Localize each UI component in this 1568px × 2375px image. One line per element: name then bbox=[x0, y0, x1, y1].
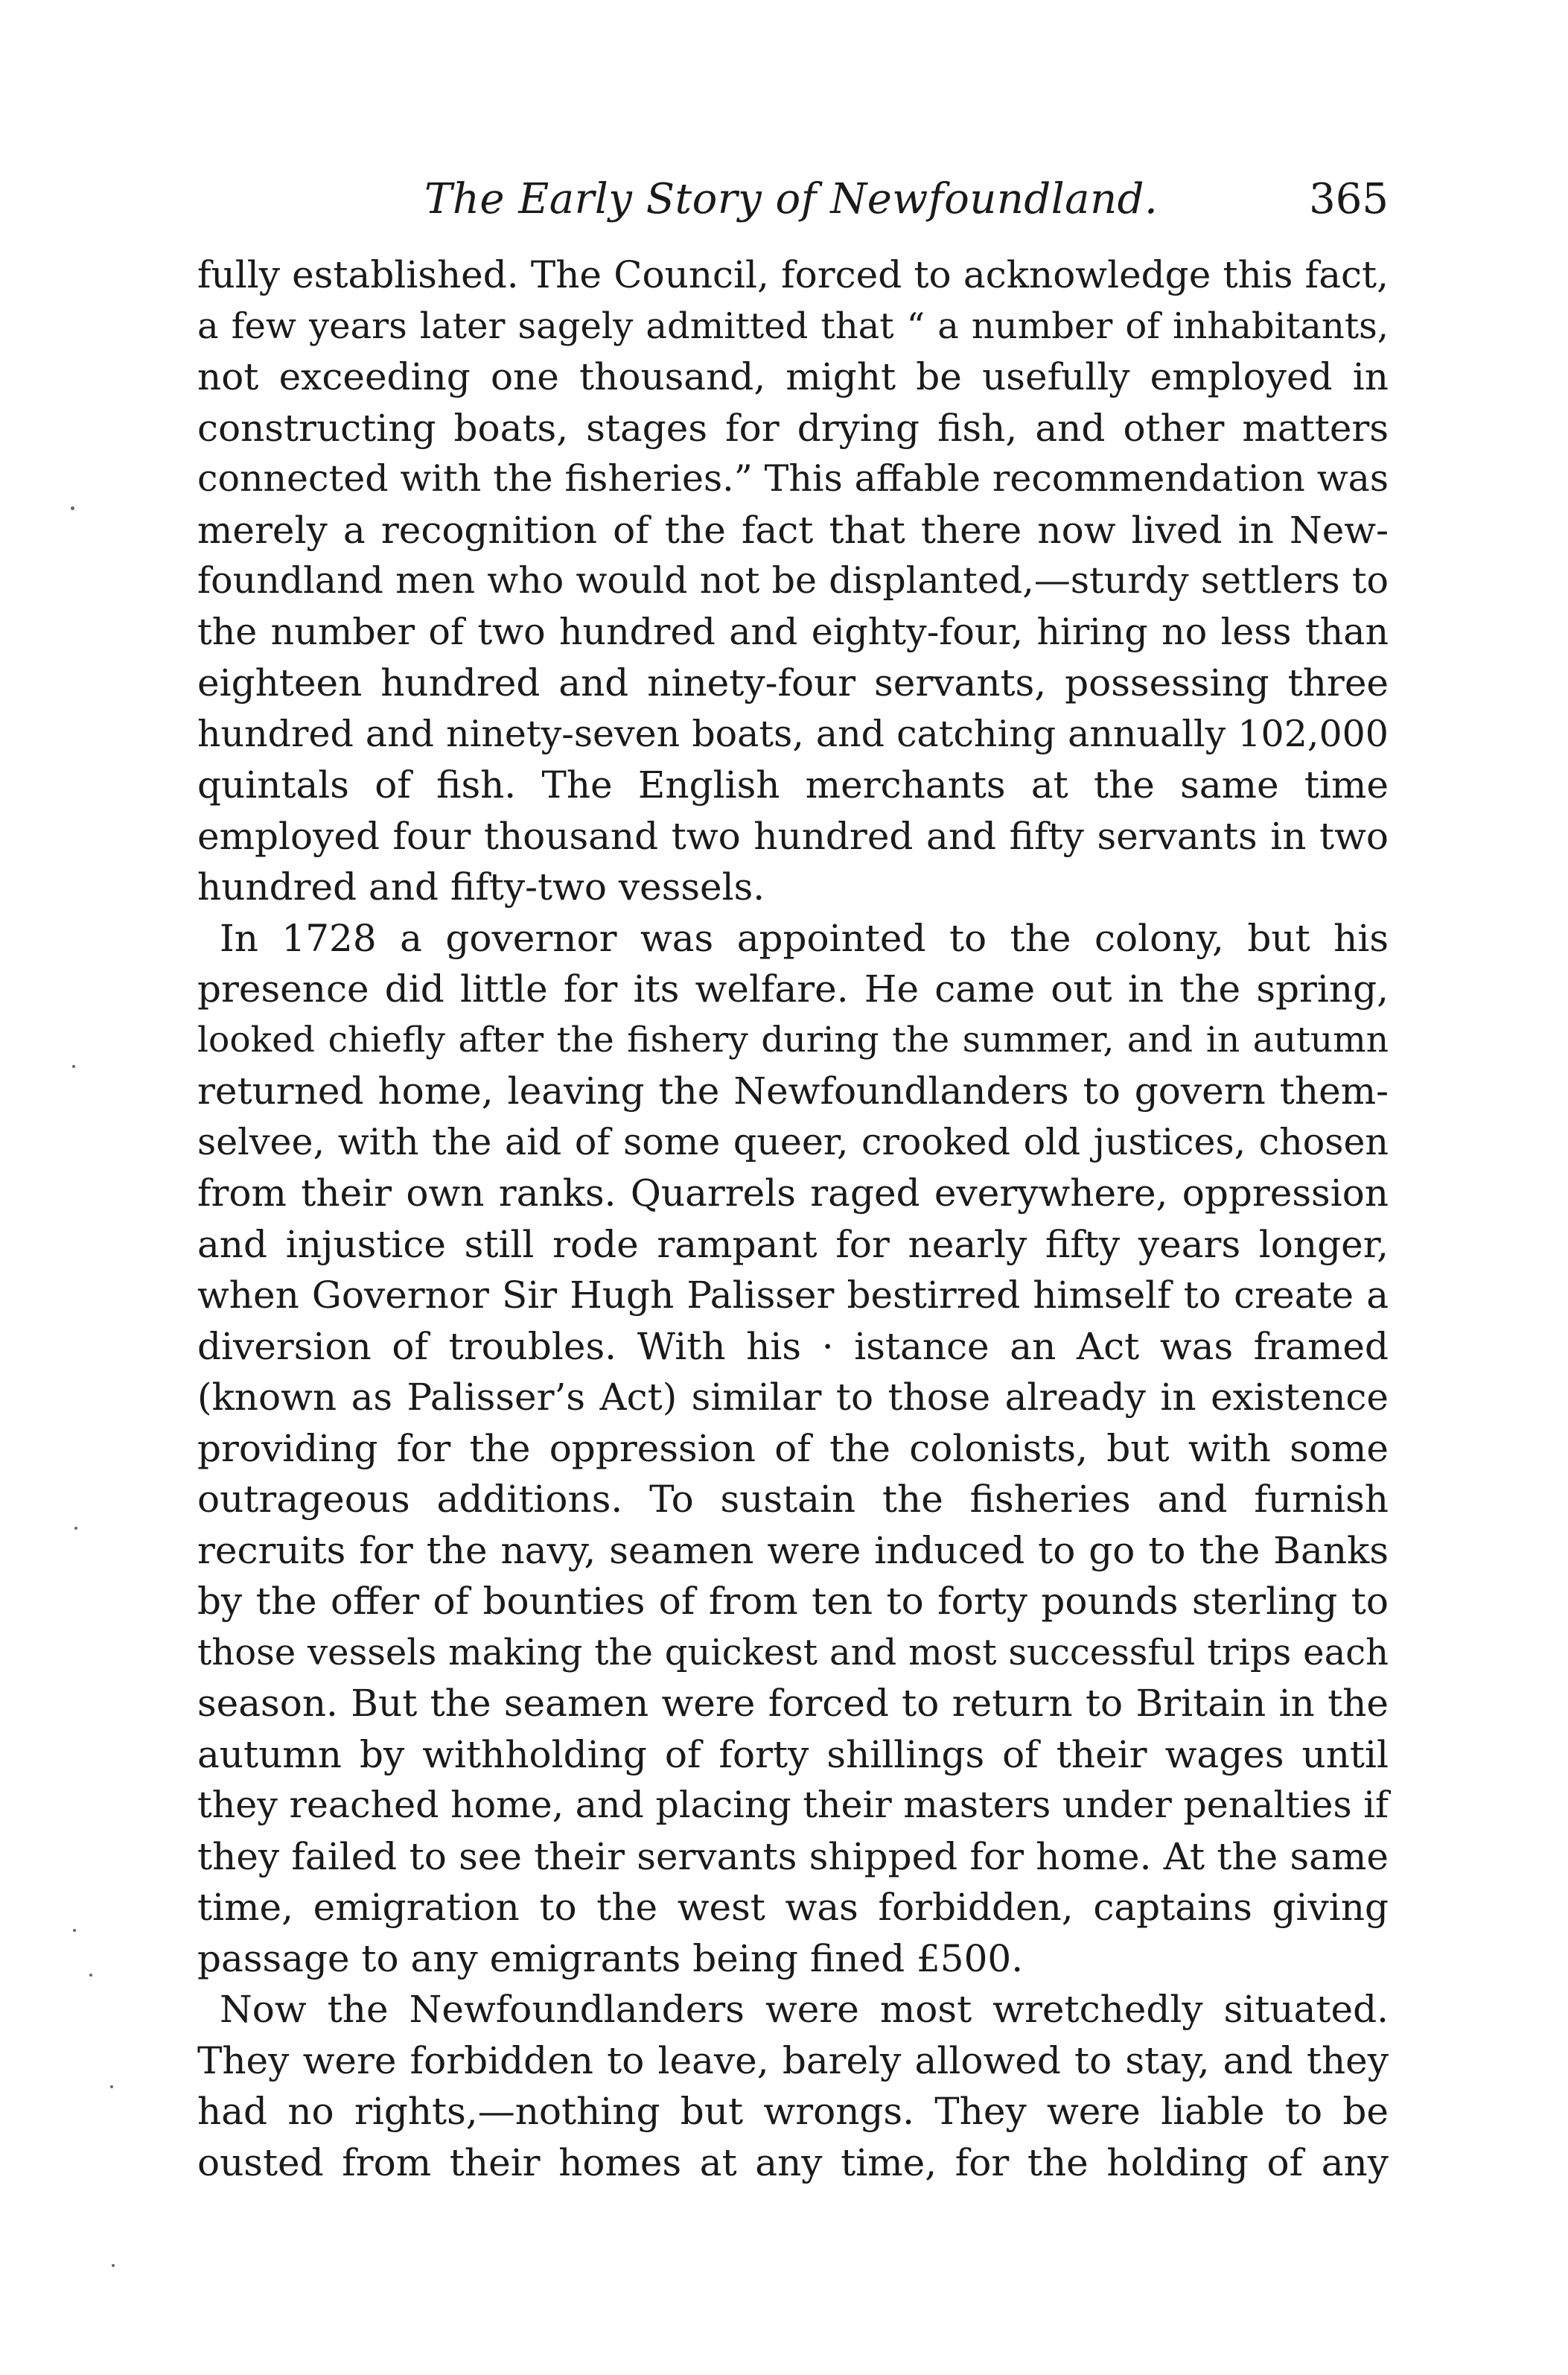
text-line: employed four thousand two hundred and fifty servants in two bbox=[197, 814, 1389, 858]
text-line: from their own ranks. Quarrels raged everywhere, oppression bbox=[197, 1171, 1389, 1215]
text-line: merely a recognition of the fact that there now lived in New- bbox=[197, 508, 1389, 552]
text-line: they reached home, and placing their masters under penalties if bbox=[197, 1784, 1389, 1826]
text-line: providing for the oppression of the colonists, but with some bbox=[197, 1426, 1389, 1470]
running-title: The Early Story of Newfoundland. bbox=[424, 175, 1159, 223]
text-line: recruits for the navy, seamen were induced to go to the Banks bbox=[197, 1528, 1389, 1572]
text-line: fully established. The Council, forced to acknowledge this fact, bbox=[197, 253, 1389, 296]
text-line: looked chiefly after the fishery during the summer, and in autumn bbox=[197, 1019, 1389, 1061]
text-line: ousted from their homes at any time, for the holding of any bbox=[197, 2140, 1389, 2184]
text-line: those vessels making the quickest and most successful trips each bbox=[197, 1631, 1389, 1673]
text-line: selvee, with the aid of some queer, crooked old justices, chosen bbox=[197, 1120, 1389, 1163]
text-line: connected with the fisheries.” This affable recommendation was bbox=[197, 457, 1389, 500]
text-line: and injustice still rode rampant for nearly fifty years longer, bbox=[197, 1222, 1389, 1266]
text-line: diversion of troubles. With his · istance an Act was framed bbox=[197, 1324, 1389, 1368]
text-line: the number of two hundred and eighty-four, hiring no less than bbox=[197, 610, 1389, 653]
text-line: season. But the seamen were forced to return to Britain in the bbox=[197, 1682, 1389, 1725]
page-header bbox=[197, 175, 1389, 235]
text-line: constructing boats, stages for drying fish, and other matters bbox=[197, 406, 1389, 450]
text-line: when Governor Sir Hugh Palisser bestirred himself to create a bbox=[197, 1274, 1389, 1317]
text-line: Now the Newfoundlanders were most wretchedly situated. bbox=[220, 1988, 1389, 2031]
text-line: outrageous additions. To sustain the fisheries and furnish bbox=[197, 1478, 1389, 1521]
text-line: passage to any emigrants being fined £500. bbox=[197, 1936, 1024, 1980]
body-text bbox=[197, 249, 1389, 2188]
text-line: hundred and fifty-two vessels. bbox=[197, 865, 765, 909]
text-line: eighteen hundred and ninety-four servants, possessing three bbox=[197, 661, 1389, 705]
text-line: hundred and ninety-seven boats, and catching annually 102,000 bbox=[197, 712, 1389, 755]
text-line: had no rights,—nothing but wrongs. They were liable to be bbox=[197, 2090, 1389, 2133]
text-line: They were forbidden to leave, barely allowed to stay, and they bbox=[197, 2038, 1389, 2082]
text-line: they failed to see their servants shipped for home. At the same bbox=[197, 1834, 1389, 1878]
text-line: presence did little for its welfare. He came out in the spring, bbox=[197, 967, 1389, 1011]
text-line: In 1728 a governor was appointed to the colony, but his bbox=[220, 916, 1389, 960]
page-number: 365 bbox=[1309, 175, 1389, 223]
text-line: (known as Palisser’s Act) similar to those already in existence bbox=[197, 1376, 1389, 1419]
text-line: not exceeding one thousand, might be usefully employed in bbox=[197, 355, 1389, 398]
text-line: foundland men who would not be displanted,—sturdy settlers to bbox=[197, 559, 1389, 602]
text-line: quintals of fish. The English merchants at the same time bbox=[197, 763, 1389, 807]
text-line: returned home, leaving the Newfoundlanders to govern them- bbox=[197, 1069, 1389, 1113]
text-line: a few years later sagely admitted that “ a number of inhabitants, bbox=[197, 305, 1389, 347]
text-line: by the offer of bounties of from ten to forty pounds sterling to bbox=[197, 1580, 1389, 1623]
text-line: autumn by withholding of forty shillings of their wages until bbox=[197, 1732, 1389, 1776]
text-line: time, emigration to the west was forbidden, captains giving bbox=[197, 1886, 1389, 1929]
